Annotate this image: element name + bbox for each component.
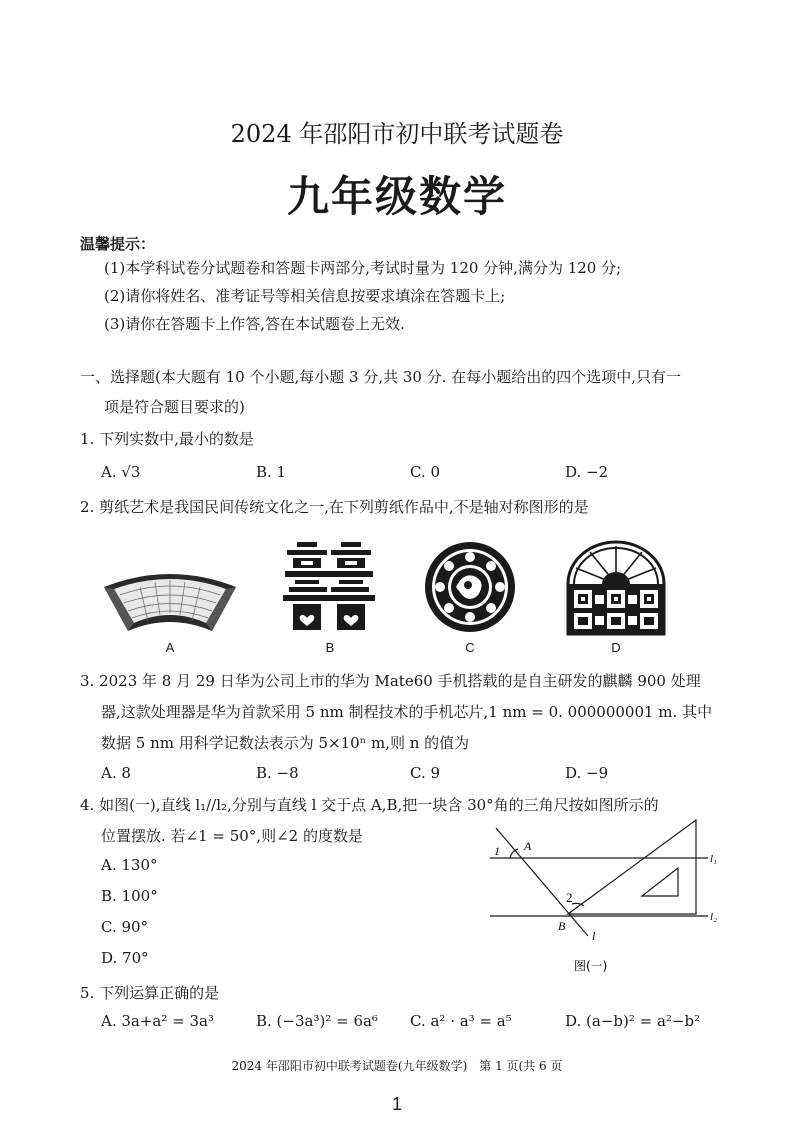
q4-geometry-figure bbox=[480, 818, 730, 978]
q5-option-a: A. 3a+a² = 3a³ bbox=[101, 1012, 214, 1030]
q2-caption-b: B bbox=[325, 640, 335, 655]
label-l: l bbox=[592, 929, 596, 943]
q2-stem: 2. 剪纸艺术是我国民间传统文化之一,在下列剪纸作品中,不是轴对称图形的是 bbox=[80, 498, 589, 516]
exam-subtitle: 九年级数学 bbox=[286, 172, 507, 221]
label-l1: l₁ bbox=[710, 853, 717, 865]
q1-option-a: A. √3 bbox=[101, 463, 141, 481]
triangle-ruler bbox=[568, 820, 696, 914]
angle-1-arc bbox=[510, 849, 518, 858]
q2-caption-c: C bbox=[465, 640, 475, 655]
q2-caption-a: A bbox=[165, 640, 175, 655]
page-number: 1 bbox=[391, 1094, 402, 1114]
papercut-round-medallion-figure bbox=[424, 541, 516, 633]
label-A: A bbox=[524, 839, 532, 853]
line-l bbox=[496, 828, 588, 936]
q5-stem: 5. 下列运算正确的是 bbox=[80, 984, 220, 1002]
q1-option-b: B. 1 bbox=[256, 463, 287, 481]
label-1: 1 bbox=[494, 844, 500, 858]
section-heading-line1: 一、选择题(本大题有 10 个小题,每小题 3 分,共 30 分. 在每小题给出的四个选项中,只有一 bbox=[80, 368, 682, 386]
q3-option-c: C. 9 bbox=[410, 764, 441, 782]
label-B: B bbox=[558, 919, 566, 933]
q2-caption-d: D bbox=[611, 640, 621, 655]
q4-option-d: D. 70° bbox=[101, 949, 149, 967]
papercut-fan-figure bbox=[100, 565, 240, 637]
q5-option-b: B. (−3a³)² = 6a⁶ bbox=[256, 1012, 378, 1030]
q4-option-a: A. 130° bbox=[101, 856, 158, 874]
q4-line1: 4. 如图(一),直线 l₁//l₂,分别与直线 l 交于点 A,B,把一块含 30°角的三角尺按如图所示的 bbox=[80, 796, 659, 814]
q5-option-c: C. a² · a³ = a⁵ bbox=[410, 1012, 512, 1030]
label-2: 2 bbox=[566, 890, 573, 905]
q1-option-c: C. 0 bbox=[410, 463, 441, 481]
hint-item-2: (2)请你将姓名、准考证号等相关信息按要求填涂在答题卡上; bbox=[104, 287, 506, 305]
figure-caption: 图(一) bbox=[574, 959, 608, 973]
hints-heading: 温馨提示： bbox=[80, 235, 156, 253]
q3-line1: 3. 2023 年 8 月 29 日华为公司上市的华为 Mate60 手机搭载的是自主研发的麒麟 900 处理 bbox=[80, 672, 701, 690]
triangle-ruler-inner bbox=[642, 868, 678, 896]
hint-item-1: (1)本学科试卷分试题卷和答题卡两部分,考试时量为 120 分钟,满分为 120 分; bbox=[104, 259, 622, 277]
hint-item-3: (3)请你在答题卡上作答,答在本试题卷上无效. bbox=[104, 315, 405, 333]
q3-option-b: B. −8 bbox=[256, 764, 299, 782]
papercut-double-happiness-figure bbox=[283, 540, 375, 636]
q4-line2: 位置摆放. 若∠1 = 50°,则∠2 的度数是 bbox=[101, 827, 363, 845]
q3-line3: 数据 5 nm 用科学记数法表示为 5×10ⁿ m,则 n 的值为 bbox=[101, 734, 470, 752]
page-footer: 2024 年邵阳市初中联考试题卷(九年级数学) 第 1 页(共 6 页 bbox=[231, 1059, 563, 1073]
q3-option-a: A. 8 bbox=[101, 764, 131, 782]
papercut-window-lattice-figure bbox=[564, 540, 668, 636]
q3-line2: 器,这款处理器是华为首款采用 5 nm 制程技术的手机芯片,1 nm = 0. 000000001 m. 其中 bbox=[101, 703, 713, 721]
q4-option-b: B. 100° bbox=[101, 887, 158, 905]
q4-option-c: C. 90° bbox=[101, 918, 149, 936]
section-heading-line2: 项是符合题目要求的) bbox=[104, 398, 245, 416]
label-l2: l₂ bbox=[710, 911, 717, 923]
exam-title: 2024 年邵阳市初中联考试题卷 bbox=[230, 120, 564, 148]
q1-stem: 1. 下列实数中,最小的数是 bbox=[80, 430, 254, 448]
q1-option-d: D. −2 bbox=[565, 463, 609, 481]
q3-option-d: D. −9 bbox=[565, 764, 609, 782]
q5-option-d: D. (a−b)² = a²−b² bbox=[565, 1012, 701, 1030]
